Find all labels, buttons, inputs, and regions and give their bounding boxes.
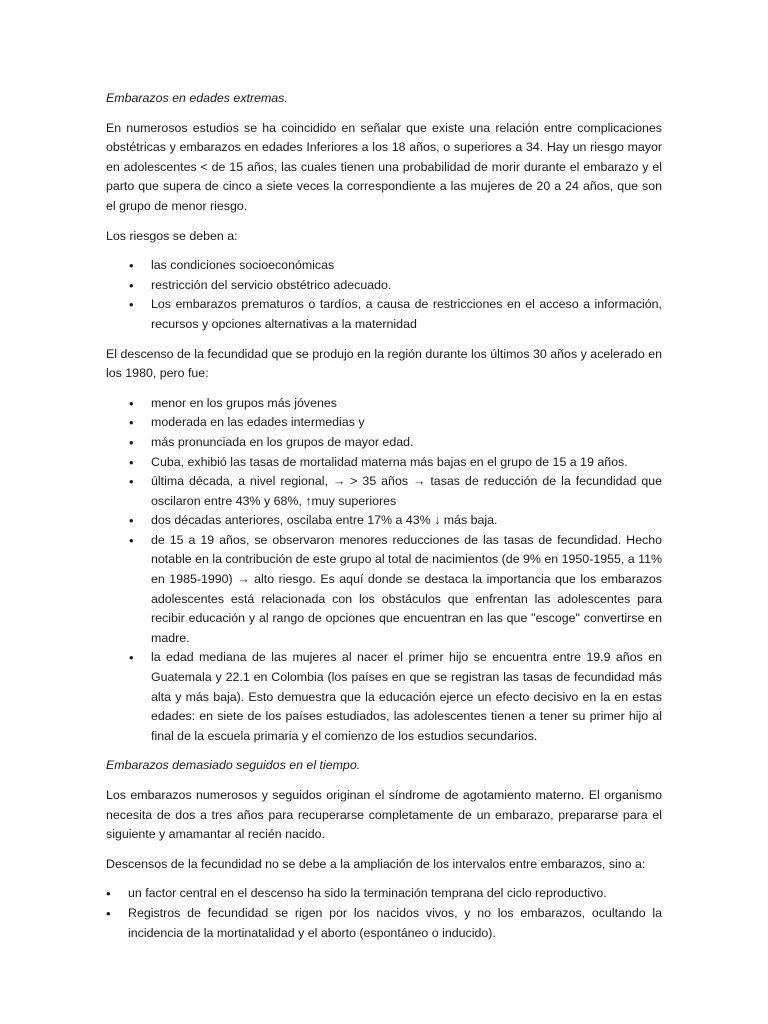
bullet-icon: • <box>129 532 134 548</box>
paragraph-studies: En numerosos estudios se ha coincidido en señalar que existe una relación entre complicaciones obstétricas y embarazos en edades Inferiores a los 18 años, o superiores a 34. Hay un riesgo mayor en adolescentes < de 15 años, las cuales tienen una probabilidad de morir durante el embarazo y el parto que supera de cinco a siete veces la correspondiente a las mujeres de 20 a 24 años, que son el grupo de menor riesgo. <box>106 120 662 213</box>
list-item: • restricción del servicio obstétrico adecuado. <box>106 276 662 296</box>
bullet-icon: • <box>106 905 111 921</box>
list-item: • menor en los grupos más jóvenes <box>106 394 662 414</box>
bullet-icon: • <box>129 513 134 529</box>
section-heading-extreme-ages: Embarazos en edades extremas. <box>106 91 288 105</box>
list-item: • Los embarazos prematuros o tardíos, a causa de restricciones en el acceso a información, recursos y opciones alternativas a la maternidad <box>129 297 662 331</box>
bullet-icon: • <box>129 277 134 293</box>
list-item: • Cuba, exhibió las tasas de mortalidad materna más bajas en el grupo de 15 a 19 años. <box>106 453 662 473</box>
bullet-icon: • <box>129 474 134 490</box>
list-item: • moderada en las edades intermedias y <box>106 413 662 433</box>
bullet-icon: • <box>129 650 134 666</box>
bullet-icon: • <box>129 258 134 274</box>
bullet-icon: • <box>129 434 134 450</box>
risks-intro: Los riesgos se deben a: <box>106 228 238 243</box>
list-item: • de 15 a 19 años, se observaron menores reducciones de las tasas de fecundidad. Hecho notable en la contribución de este grupo al total de nacimientos (de 9% en 1950-1955, a 11% en 1985-1990) → alto riesgo. Es aquí donde se destaca la importancia que los embarazos adolescentes está relacionada con los obstáculos que enfrentan las adolescentes para recibir educación y al rango de opciones que encuentran en las que "escoge" convertirse en madre. <box>129 532 662 645</box>
list-item: • última década, a nivel regional, → > 35 años → tasas de reducción de la fecundidad que oscilaron entre 43% y 68%, ↑muy superiores <box>129 474 662 508</box>
bullet-icon: • <box>129 415 134 431</box>
list-item: • más pronunciada en los grupos de mayor edad. <box>106 433 662 453</box>
list-item: • las condiciones socioeconómicas <box>106 256 662 276</box>
descent-intro: Descensos de la fecundidad no se debe a la ampliación de los intervalos entre embarazos, sino a: <box>106 856 646 871</box>
bullet-icon: • <box>129 454 134 470</box>
bullet-icon: • <box>129 297 134 313</box>
section-heading-close-pregnancies: Embarazos demasiado seguidos en el tiempo. <box>106 758 361 773</box>
paragraph-maternal-exhaustion: Los embarazos numerosos y seguidos originan el síndrome de agotamiento materno. El organismo necesita de dos a tres años para recuperarse completamente de un embarazo, prepararse para el siguiente y amamantar al recién nacido. <box>106 788 662 842</box>
document-body <box>106 89 662 953</box>
list-item: • un factor central en el descenso ha sido la terminación temprana del ciclo reproductivo. <box>106 884 662 904</box>
bullet-icon: • <box>106 886 111 902</box>
bullet-icon: • <box>129 395 134 411</box>
decline-list <box>106 394 662 747</box>
list-item: • dos décadas anteriores, oscilaba entre 17% a 43% ↓ más baja. <box>106 511 662 531</box>
list-item: • la edad mediana de las mujeres al nacer el primer hijo se encuentra entre 19.9 años en Guatemala y 22.1 en Colombia (los países en que se registran las tasas de fecundidad más alta y más baja). Esto demuestra que la educación ejerce un efecto decisivo en la en estas edades: en siete de los países estudiados, las adolescentes tienen a tener su primer hijo al final de la escuela primaria y el comienzo de los estudios secundarios. <box>129 650 662 743</box>
descent-list <box>106 884 662 943</box>
risks-list <box>106 256 662 334</box>
list-item: • Registros de fecundidad se rigen por los nacidos vivos, y no los embarazos, ocultando la incidencia de la mortinatalidad y el aborto (espontáneo o inducido). <box>106 905 662 940</box>
decline-intro: El descenso de la fecundidad que se produjo en la región durante los últimos 30 años y acelerado en los 1980, pero fue: <box>106 346 662 381</box>
